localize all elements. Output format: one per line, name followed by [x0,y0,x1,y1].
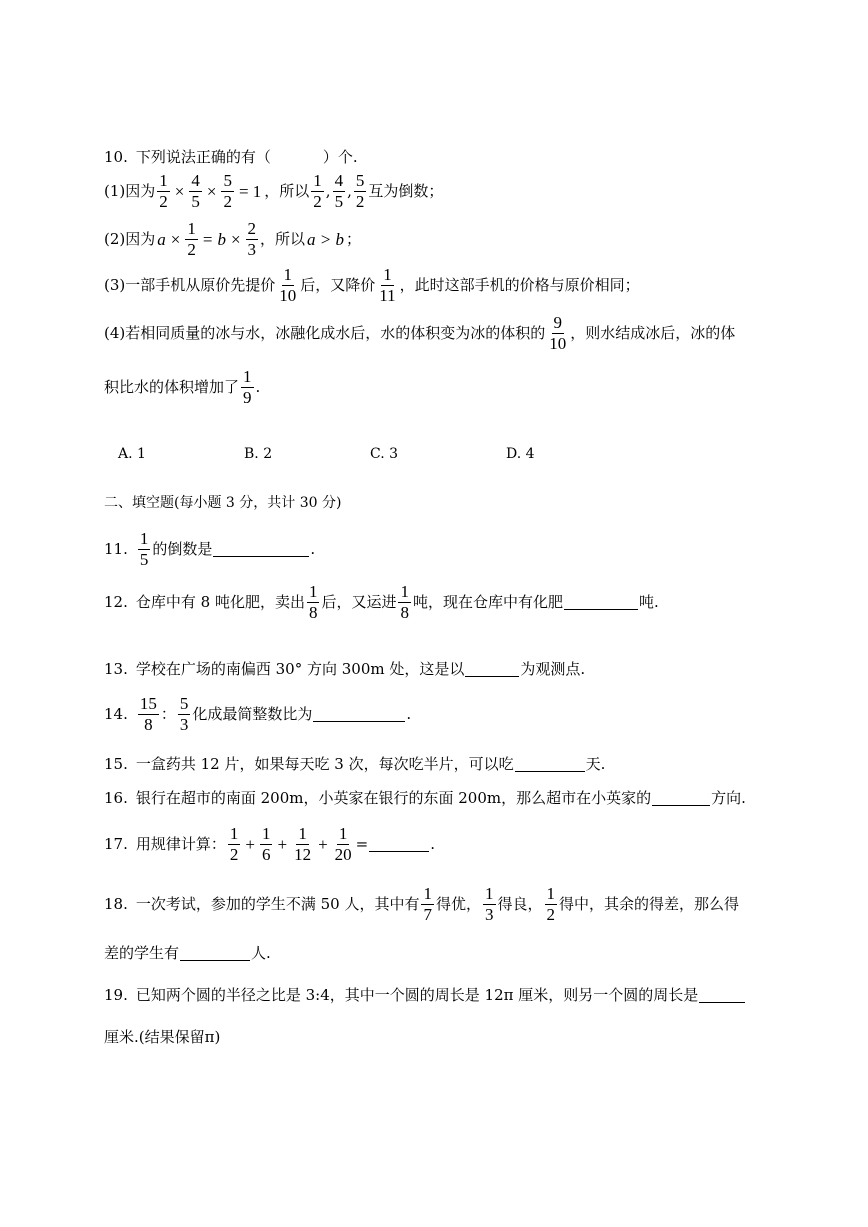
s1-mid: ，所以 [264,181,310,200]
q12-text-a: 仓库中有 8 吨化肥，卖出 [135,592,305,611]
s3-frac-2: $\frac{1}{11}$ [379,265,396,305]
s1-frac-1: $\frac{1}{2}$ [159,171,168,211]
q17-answer-blank[interactable] [369,837,429,852]
s1-frac-2: $\frac{4}{5}$ [191,171,200,211]
q10-number: 10. [104,148,128,166]
q14-end: . [406,704,412,723]
q15-number: 15. [104,755,128,773]
q18-text-d: 得中，其余的得差，那么得 [559,894,740,913]
q18-end: 人. [251,944,271,962]
q18 [104,885,772,924]
s2-mid: ，所以 [260,229,306,248]
q17-end: . [430,834,436,853]
s2-lead: (2)因为 [104,229,156,248]
q19-answer-blank[interactable] [699,988,745,1003]
q12-text-c: 吨，现在仓库中有化肥 [412,592,563,611]
q12-end: 吨. [638,592,659,611]
q19-cont [104,1030,772,1045]
q16-end: 方向. [711,789,746,807]
q17 [104,825,772,864]
q18-text-a: 一次考试，参加的学生不满 50 人，其中有 [135,894,420,913]
s2-conclusion: a > b [307,229,345,249]
q17-frac-1: $\frac{1}{2}$ [229,824,239,864]
q17-frac-2: $\frac{1}{6}$ [261,824,271,864]
q12-text-b: 后，又运进 [321,592,397,611]
q15-end: 天. [585,755,606,773]
q11-frac: $\frac{1}{5}$ [139,529,149,569]
q10-statement-3 [104,266,772,305]
s4-lead2: 积比水的体积增加了 [104,377,240,396]
var-b: b [217,229,226,249]
q10-stem-b: ）个. [322,148,358,166]
q18-text-c: 得良， [497,894,543,913]
s3-lead: (3)一部手机从原价先提价 [104,275,276,294]
s3-tail: ，此时这部手机的价格与原价相同； [399,275,640,294]
q13-end: 为观测点. [520,660,586,678]
q10-statement-4 [104,314,772,353]
times-sign: × [174,181,185,201]
s2-frac-1: $\frac{1}{2}$ [187,219,196,259]
times-sign: × [170,229,181,249]
q10-statement-1: (1)因为 $\frac{1}{2}$ × $\frac{4}{5}$ × $\frac{5}{2}$ = 1 ，所以 $\frac{1}{2}$ , $\frac{4}{5}$ , $\frac{5}{2}$ 互为倒数； [104,171,444,211]
q18-text-e: 差的学生有 [104,944,180,962]
q14-frac-1: $\frac{15}{8}$ [139,694,157,734]
q14-number: 14. [104,704,128,723]
s2-tail: ； [346,229,362,248]
q17-frac-4: $\frac{1}{20}$ [334,824,352,864]
q11 [104,530,772,569]
section-2-title: 二、填空题(每小题 3 分，共计 30 分) [104,495,342,511]
s1-equals: = 1 [238,181,262,201]
s1-frac-6: $\frac{5}{2}$ [355,171,365,211]
equals-sign: = [355,834,369,853]
s3-frac-1: $\frac{1}{10}$ [279,265,297,305]
plus-sign: + [277,834,288,854]
q18-frac-2: $\frac{1}{3}$ [485,884,494,924]
s1-frac-4: $\frac{1}{2}$ [313,171,322,211]
q15-text: 一盒药共 12 片，如果每天吃 3 次，每次吃半片，可以吃 [135,755,514,773]
choice-a[interactable]: A. 1 [118,446,146,462]
q19-text-b: 厘米.(结果保留π) [104,1028,221,1046]
q13-text: 学校在广场的南偏西 30° 方向 300m 处，这是以 [135,660,465,678]
q16-answer-blank[interactable] [652,791,710,806]
times-sign: × [230,229,241,249]
q17-text: 用规律计算： [135,834,226,853]
q10-statement-2 [104,220,772,259]
q10-statement-4-cont [104,368,772,407]
q19 [104,988,772,1003]
q14-frac-2: $\frac{5}{3}$ [179,694,189,734]
s1-tail: 互为倒数； [368,181,444,200]
q11-end: . [310,539,316,558]
choice-d[interactable]: D. 4 [506,446,535,462]
s1-lead: (1)因为 [104,181,156,200]
q14 [104,695,772,734]
s4-tail: ，则水结成冰后，冰的体 [570,323,736,342]
q19-number: 19. [104,986,128,1004]
q14-colon: ： [160,704,176,723]
q10-choices [118,446,535,462]
plus-sign: + [318,834,328,854]
q18-number: 18. [104,894,128,913]
q14-text: 化成最简整数比为 [192,704,313,723]
q14-answer-blank[interactable] [313,707,405,722]
s4-lead: (4)若相同质量的冰与水，冰融化成水后，水的体积变为冰的体积的 [104,323,546,342]
s3-mid: 后，又降价 [300,275,376,294]
q11-number: 11. [104,539,128,558]
q15-answer-blank[interactable] [515,757,585,772]
q17-number: 17. [104,834,128,853]
q15 [104,757,772,772]
q16 [104,791,772,806]
choice-c[interactable]: C. 3 [370,446,399,462]
q18-frac-3: $\frac{1}{2}$ [546,884,556,924]
q12-frac-1: $\frac{1}{8}$ [308,582,318,622]
q10-stem [104,150,772,165]
q11-text: 的倒数是 [152,539,213,558]
q11-answer-blank[interactable] [213,542,309,557]
q10-stem-a: 下列说法正确的有（ [135,148,271,166]
choice-b[interactable]: B. 2 [244,446,273,462]
q13-answer-blank[interactable] [465,662,519,677]
s2-frac-2: $\frac{2}{3}$ [247,219,257,259]
s4-frac-2: $\frac{1}{9}$ [243,367,252,407]
q19-text-a: 已知两个圆的半径之比是 3:4，其中一个圆的周长是 12π 厘米，则另一个圆的周长是 [135,986,699,1004]
q12-number: 12. [104,592,128,611]
q12 [104,583,772,622]
section-2-heading [104,496,772,510]
s1-frac-5: $\frac{4}{5}$ [334,171,344,211]
s4-frac-1: $\frac{9}{10}$ [549,313,567,353]
q18-cont [104,946,772,961]
times-sign: × [206,181,217,201]
q18-text-b: 得优， [435,894,481,913]
q16-number: 16. [104,789,128,807]
s1-frac-3: $\frac{5}{2}$ [223,171,232,211]
plus-sign: + [245,834,255,854]
q16-text: 银行在超市的南面 200m，小英家在银行的东面 200m，那么超市在小英家的 [135,789,652,807]
equals-sign: = [202,229,213,249]
q12-answer-blank[interactable] [564,595,638,610]
q18-frac-1: $\frac{1}{7}$ [423,884,432,924]
q17-frac-3: $\frac{1}{12}$ [294,824,312,864]
var-a: a [157,229,166,249]
s4-tail2: . [255,377,261,396]
q12-frac-2: $\frac{1}{8}$ [400,582,409,622]
q13 [104,662,772,677]
q18-answer-blank[interactable] [180,946,250,961]
q13-number: 13. [104,660,128,678]
